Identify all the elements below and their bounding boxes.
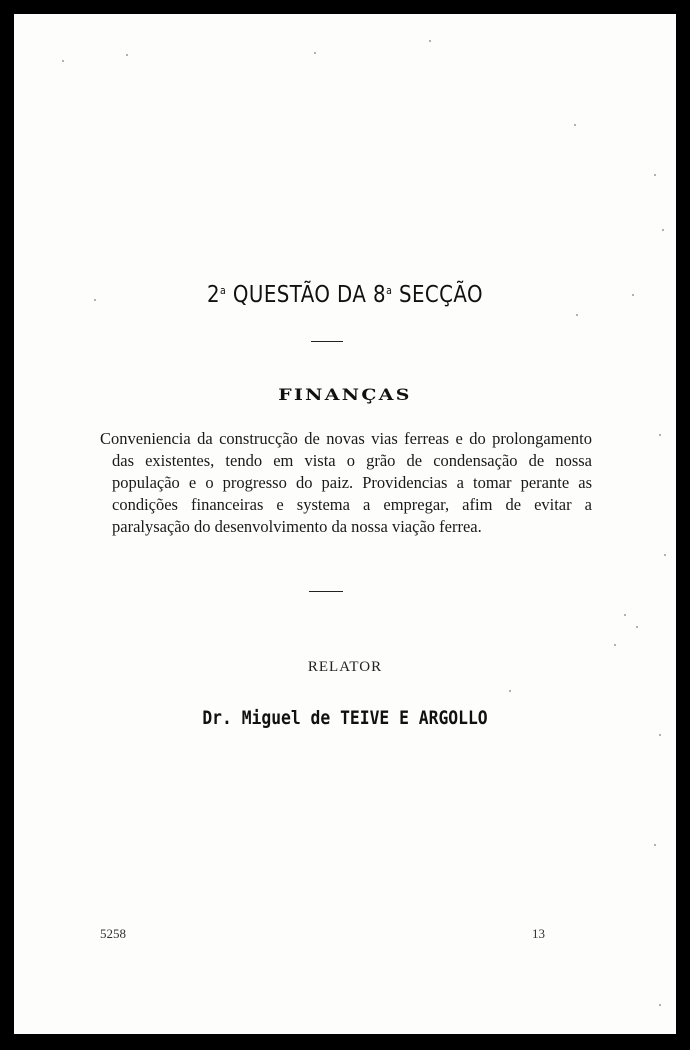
scan-speck: [126, 54, 128, 56]
scan-speck: [614, 644, 616, 646]
scan-speck: [509, 690, 511, 692]
scan-speck: [659, 434, 661, 436]
title-divider: [311, 341, 343, 342]
question-text: Conveniencia da construcção de novas vias ferreas e do prolongamento das existentes, tendo em vista o grão de condensação de nossa população e o progresso do paiz. Providencias a tomar perante as condições financeiras e systema a empregar, afim de evitar a paralysação do desenvolvimento da nossa viação ferrea.: [100, 429, 592, 536]
section-subtitle: FINANÇAS: [278, 385, 412, 404]
scan-speck: [314, 52, 316, 54]
scan-speck: [664, 554, 666, 556]
scan-speck: [576, 314, 578, 316]
scan-speck: [636, 626, 638, 628]
scan-speck: [632, 294, 634, 296]
scan-speck: [624, 614, 626, 616]
author-name: Dr. Miguel de TEIVE E ARGOLLO: [202, 707, 488, 729]
body-divider: [309, 591, 343, 592]
section-title: 2$^a$ QUESTÃO DA 8$^a$ SECÇÃO: [206, 282, 484, 308]
scan-speck: [62, 60, 64, 62]
scan-speck: [654, 844, 656, 846]
scan-speck: [574, 124, 576, 126]
scan-speck: [654, 174, 656, 176]
scan-speck: [659, 1004, 661, 1006]
footer-sheet-number: 13: [532, 926, 545, 941]
footer-signature-number: 5258: [100, 926, 126, 941]
scan-speck: [429, 40, 431, 42]
scan-speck: [659, 734, 661, 736]
document-page: [14, 14, 676, 1034]
relator-label: RELATOR: [307, 659, 383, 675]
scan-speck: [662, 229, 664, 231]
